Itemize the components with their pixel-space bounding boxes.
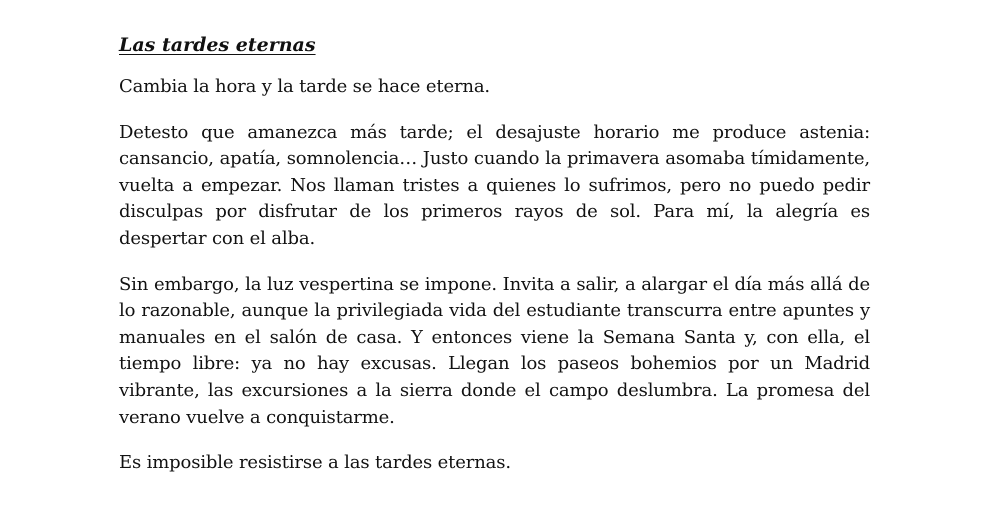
document-body <box>119 30 870 496</box>
paragraph-closing: Es imposible resistirse a las tardes eternas. <box>119 452 511 474</box>
paragraph-intro: Cambia la hora y la tarde se hace eterna. <box>119 76 490 97</box>
paragraph-dawn: Detesto que amanezca más tarde; el desajuste horario me produce astenia: cansancio, apatía, somnolencia… Justo cuando la primavera asomaba tímidamente, vuelta a empezar. Nos llaman tristes a quienes lo sufrimos, pero no puedo pedir disculpas por disfrutar de los primeros rayos de sol. Para mí, la alegría es despertar con el alba. <box>119 121 870 249</box>
paragraph-evening-light: Sin embargo, la luz vespertina se impone. Invita a salir, a alargar el día más allá de lo razonable, aunque la privilegiada vida del estudiante transcurra entre apuntes y manuales en el salón de casa. Y entonces viene la Semana Santa y, con ella, el tiempo libre: ya no hay excusas. Llegan los paseos bohemios por un Madrid vibrante, las excursiones a la sierra donde el campo deslumbra. La promesa del verano vuelve a conquistarme. <box>119 273 870 428</box>
document-title: Las tardes eternas <box>119 34 316 56</box>
